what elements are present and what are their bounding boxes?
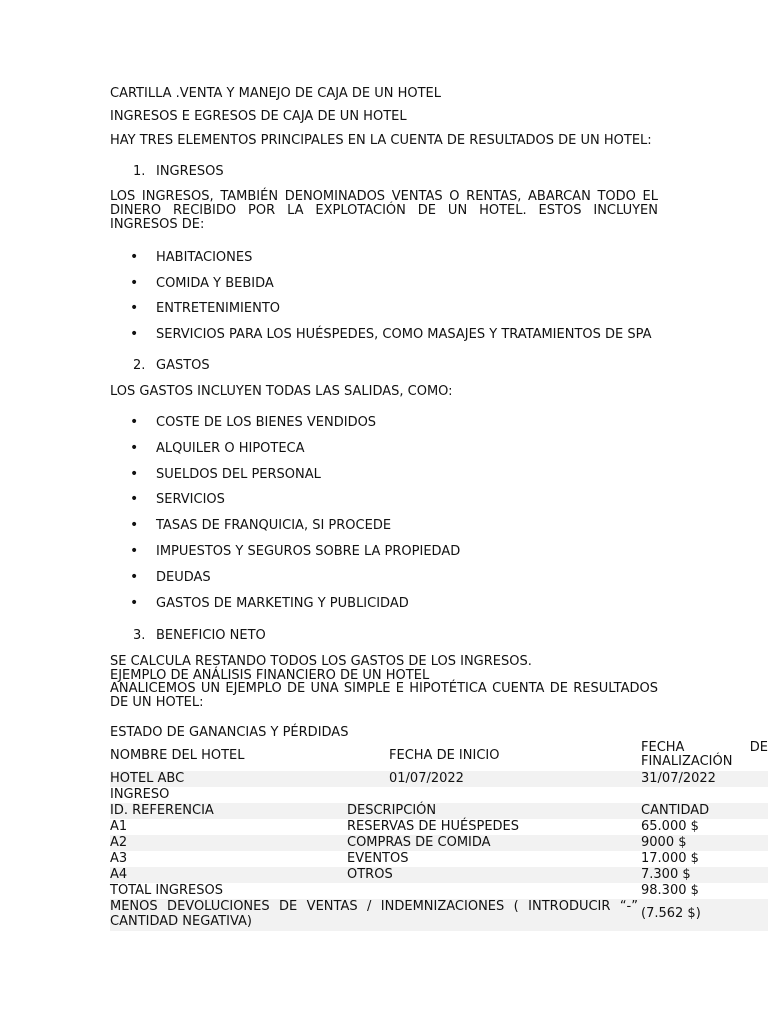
- column-header-amount: CANTIDAD: [641, 803, 710, 818]
- bullet-icon: •: [130, 326, 139, 342]
- table-row: [110, 819, 768, 835]
- document-subtitle: INGRESOS E EGRESOS DE CAJA DE UN HOTEL: [110, 109, 407, 124]
- table-row: [110, 851, 768, 867]
- table-row: [110, 883, 768, 899]
- column-header-id: ID. REFERENCIA: [110, 803, 214, 818]
- row-amount: 9000 $: [641, 835, 687, 850]
- list-item: SERVICIOS PARA LOS HUÉSPEDES, COMO MASAJES Y TRATAMIENTOS DE SPA: [156, 327, 652, 342]
- row-description: COMPRAS DE COMIDA: [347, 835, 491, 850]
- row-id: A3: [110, 851, 128, 866]
- bullet-icon: •: [130, 595, 139, 611]
- income-label: INGRESO: [110, 787, 170, 802]
- bullet-icon: •: [130, 466, 139, 482]
- hotel-name-label: NOMBRE DEL HOTEL: [110, 748, 245, 763]
- table-row: [110, 787, 768, 803]
- bullet-icon: •: [130, 543, 139, 559]
- list-item: GASTOS DE MARKETING Y PUBLICIDAD: [156, 596, 409, 611]
- list-item: SUELDOS DEL PERSONAL: [156, 467, 321, 482]
- bullet-icon: •: [130, 491, 139, 507]
- end-date-label: FECHA DE FINALIZACIÓN: [641, 740, 768, 769]
- table-header-row: [110, 803, 768, 819]
- list-item: COMIDA Y BEBIDA: [156, 276, 274, 291]
- start-date-label: FECHA DE INICIO: [389, 748, 500, 763]
- bullet-icon: •: [130, 275, 139, 291]
- table-row: [110, 835, 768, 851]
- list-item: COSTE DE LOS BIENES VENDIDOS: [156, 415, 377, 430]
- bullet-icon: •: [130, 569, 139, 585]
- row-amount: 65.000 $: [641, 819, 699, 834]
- table-row: [110, 867, 768, 883]
- section-3-line-1: SE CALCULA RESTANDO TODOS LOS GASTOS DE LOS INGRESOS.: [110, 654, 532, 669]
- table-row: [110, 771, 768, 787]
- list-item: DEUDAS: [156, 570, 211, 585]
- total-label: TOTAL INGRESOS: [110, 883, 223, 898]
- row-description: EVENTOS: [347, 851, 409, 866]
- section-2-heading: GASTOS: [156, 358, 210, 373]
- bullet-icon: •: [130, 517, 139, 533]
- section-3-paragraph: ANALICEMOS UN EJEMPLO DE UNA SIMPLE E HIPOTÉTICA CUENTA DE RESULTADOS DE UN HOTEL:: [110, 681, 658, 710]
- list-item: SERVICIOS: [156, 492, 225, 507]
- section-2-number: 2.: [133, 358, 146, 373]
- returns-amount: (7.562 $): [641, 906, 701, 921]
- row-id: A2: [110, 835, 128, 850]
- end-date: 31/07/2022: [641, 771, 716, 786]
- section-3-number: 3.: [133, 628, 146, 643]
- total-amount: 98.300 $: [641, 883, 699, 898]
- row-id: A4: [110, 867, 128, 882]
- section-1-number: 1.: [133, 164, 146, 179]
- hotel-name: HOTEL ABC: [110, 771, 185, 786]
- returns-label: MENOS DEVOLUCIONES DE VENTAS / INDEMNIZACIONES ( INTRODUCIR “-” CANTIDAD NEGATIVA): [110, 899, 638, 929]
- row-id: A1: [110, 819, 128, 834]
- section-1-paragraph: LOS INGRESOS, TAMBIÉN DENOMINADOS VENTAS O RENTAS, ABARCAN TODO EL DINERO RECIBIDO POR LA EXPLOTACIÓN DE UN HOTEL. ESTOS INCLUYEN INGRESOS DE:: [110, 189, 658, 232]
- section-2-paragraph: LOS GASTOS INCLUYEN TODAS LAS SALIDAS, COMO:: [110, 384, 453, 399]
- list-item: IMPUESTOS Y SEGUROS SOBRE LA PROPIEDAD: [156, 544, 461, 559]
- document-title: CARTILLA .VENTA Y MANEJO DE CAJA DE UN HOTEL: [110, 86, 441, 101]
- row-description: OTROS: [347, 867, 393, 882]
- list-item: ALQUILER O HIPOTECA: [156, 441, 305, 456]
- bullet-icon: •: [130, 440, 139, 456]
- list-item: TASAS DE FRANQUICIA, SI PROCEDE: [156, 518, 392, 533]
- start-date: 01/07/2022: [389, 771, 464, 786]
- section-3-line-2: EJEMPLO DE ANÁLISIS FINANCIERO DE UN HOTEL: [110, 668, 430, 683]
- section-1-heading: INGRESOS: [156, 164, 224, 179]
- row-amount: 7.300 $: [641, 867, 691, 882]
- list-item: HABITACIONES: [156, 250, 253, 265]
- list-item: ENTRETENIMIENTO: [156, 301, 281, 316]
- bullet-icon: •: [130, 300, 139, 316]
- column-header-description: DESCRIPCIÓN: [347, 803, 437, 818]
- row-amount: 17.000 $: [641, 851, 699, 866]
- statement-title: ESTADO DE GANANCIAS Y PÉRDIDAS: [110, 725, 349, 740]
- bullet-icon: •: [130, 414, 139, 430]
- row-description: RESERVAS DE HUÉSPEDES: [347, 819, 520, 834]
- bullet-icon: •: [130, 249, 139, 265]
- section-3-heading: BENEFICIO NETO: [156, 628, 266, 643]
- intro-text: HAY TRES ELEMENTOS PRINCIPALES EN LA CUENTA DE RESULTADOS DE UN HOTEL:: [110, 133, 652, 148]
